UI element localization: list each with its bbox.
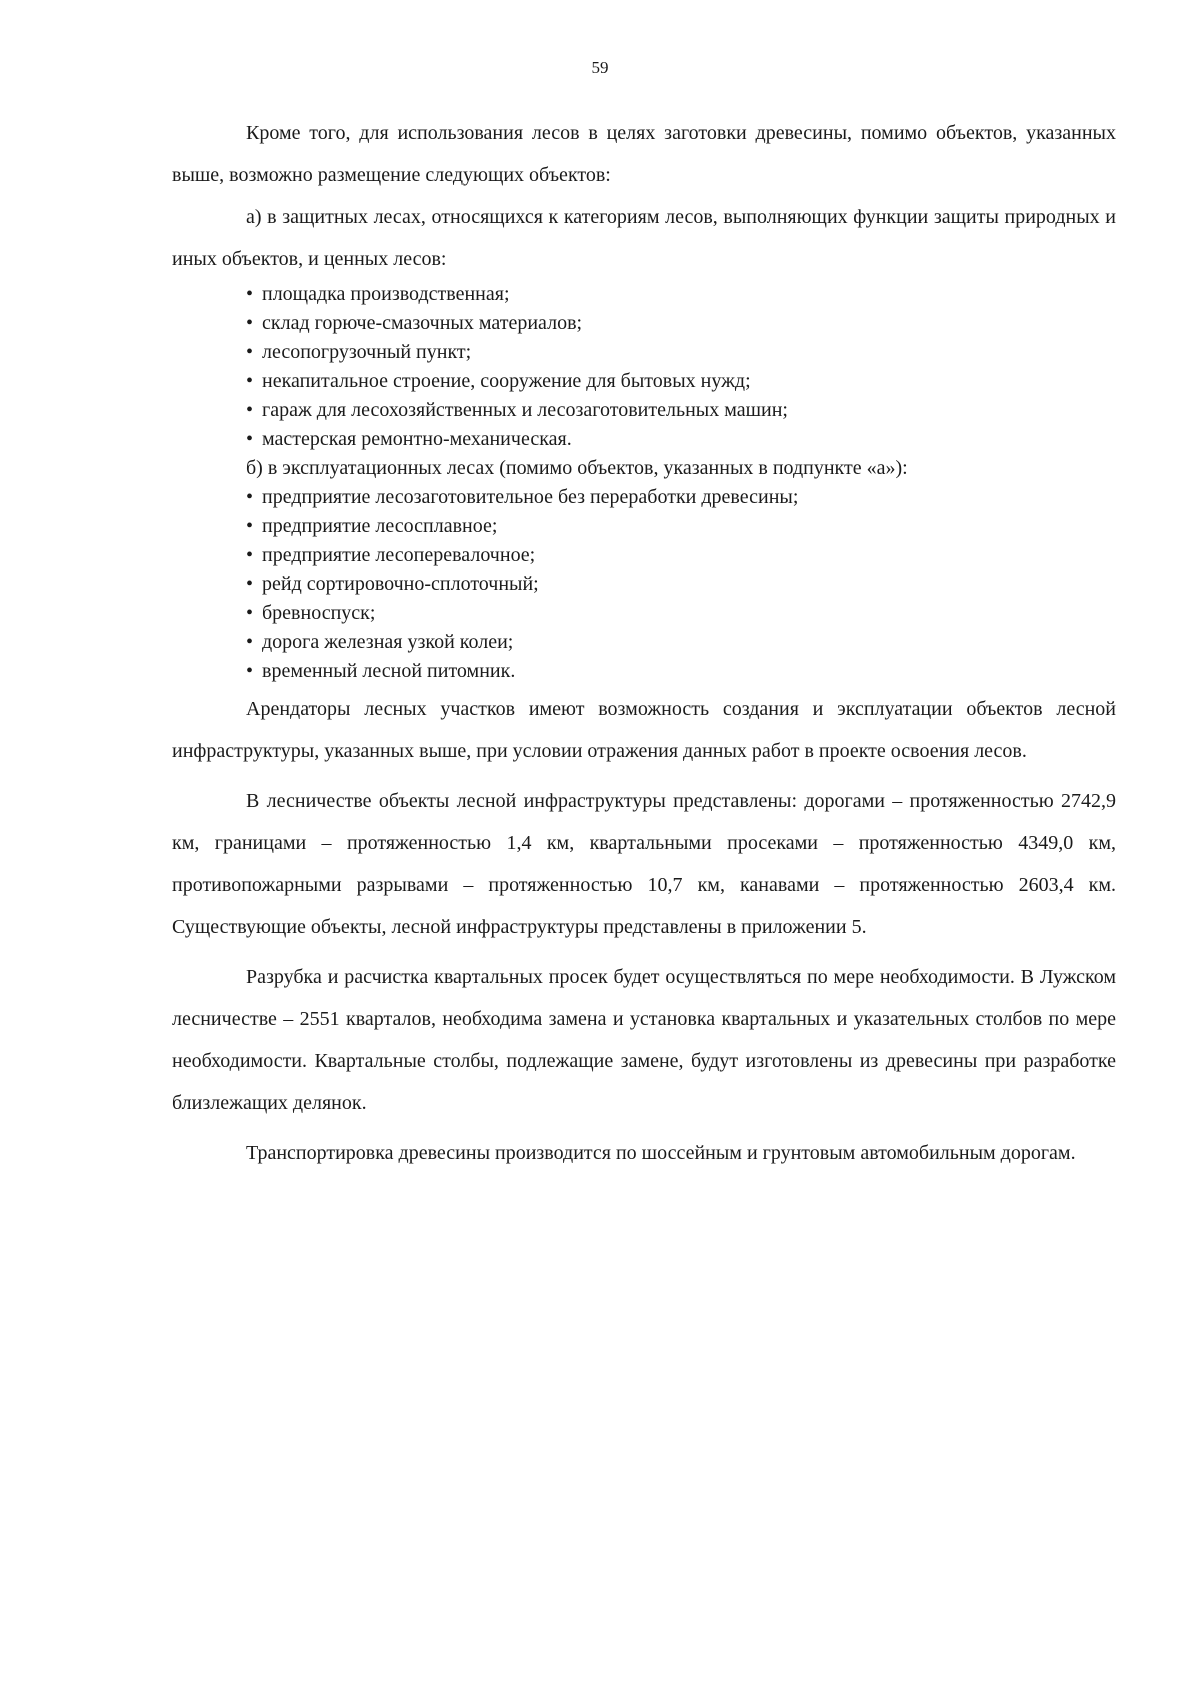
list-protective-forests bbox=[172, 280, 1116, 454]
page-number: 59 bbox=[591, 58, 609, 77]
list-item: • предприятие лесоперевалочное; bbox=[246, 541, 1116, 570]
list-item: • гараж для лесохозяйственных и лесозаготовительных машин; bbox=[246, 396, 1116, 425]
list-item: • дорога железная узкой колеи; bbox=[246, 628, 1116, 657]
list-item: • предприятие лесозаготовительное без переработки древесины; bbox=[246, 483, 1116, 512]
list-item: • площадка производственная; bbox=[246, 280, 1116, 309]
list-item: • мастерская ремонтно-механическая. bbox=[246, 425, 1116, 454]
paragraph-clearing: Разрубка и расчистка квартальных просек будет осуществляться по мере необходимости. В Лужском лесничестве – 2551 кварталов, необходима замена и установка квартальных и указательных столбов по мере необходимости. Квартальные столбы, подлежащие замене, будут изготовлены из древесины при разработке близлежащих делянок. bbox=[172, 966, 1116, 1114]
list-item: • лесопогрузочный пункт; bbox=[246, 338, 1116, 367]
paragraph-renters: Арендаторы лесных участков имеют возможность создания и эксплуатации объектов лесной инфраструктуры, указанных выше, при условии отражения данных работ в проекте освоения лесов. bbox=[172, 698, 1116, 762]
list-item: • некапитальное строение, сооружение для бытовых нужд; bbox=[246, 367, 1116, 396]
list-item: • бревноспуск; bbox=[246, 599, 1116, 628]
list-item: • предприятие лесосплавное; bbox=[246, 512, 1116, 541]
list-item: • рейд сортировочно-сплоточный; bbox=[246, 570, 1116, 599]
list-item: • временный лесной питомник. bbox=[246, 657, 1116, 686]
list-item: • склад горюче-смазочных материалов; bbox=[246, 309, 1116, 338]
document-body bbox=[172, 112, 1116, 1174]
subpoint-a: а) в защитных лесах, относящихся к категориям лесов, выполняющих функции защиты природных и иных объектов, и ценных лесов: bbox=[172, 206, 1116, 270]
subpoint-b: б) в эксплуатационных лесах (помимо объектов, указанных в подпункте «а»): bbox=[246, 457, 908, 479]
paragraph-intro: Кроме того, для использования лесов в целях заготовки древесины, помимо объектов, указанных выше, возможно размещение следующих объектов: bbox=[172, 122, 1116, 186]
paragraph-infrastructure: В лесничестве объекты лесной инфраструктуры представлены: дорогами – протяженностью 2742,9 км, границами – протяженностью 1,4 км, квартальными просеками – протяженностью 4349,0 км, противопожарными разрывами – протяженностью 10,7 км, канавами – протяженностью 2603,4 км. Существующие объекты, лесной инфраструктуры представлены в приложении 5. bbox=[172, 790, 1116, 938]
paragraph-transport: Транспортировка древесины производится по шоссейным и грунтовым автомобильным дорогам. bbox=[246, 1142, 1076, 1164]
list-operational-forests bbox=[172, 483, 1116, 686]
